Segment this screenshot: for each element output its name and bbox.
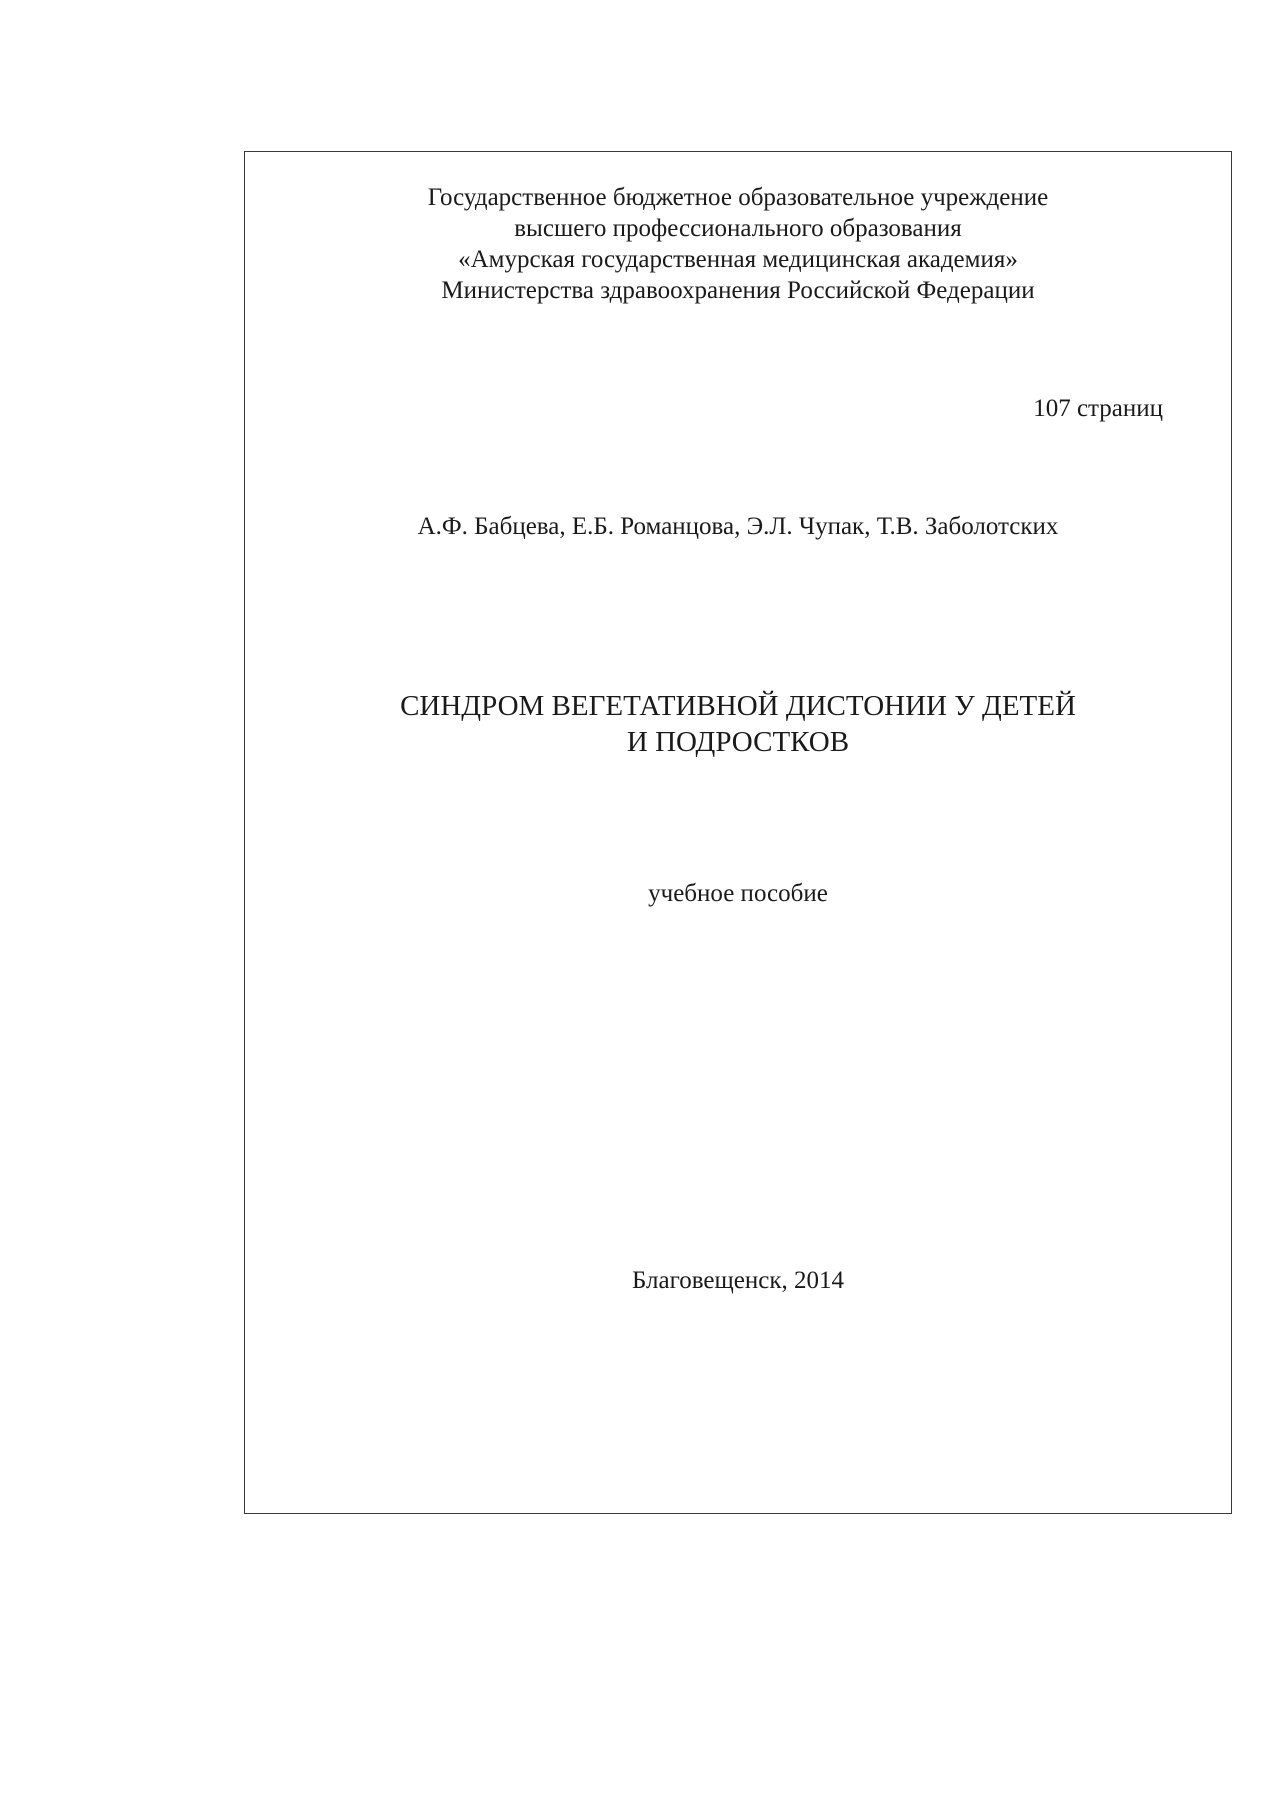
title-line: СИНДРОМ ВЕГЕТАТИВНОЙ ДИСТОНИИ У ДЕТЕЙ <box>400 690 1076 722</box>
institution-header <box>244 182 1232 306</box>
document-title <box>244 688 1232 760</box>
institution-line: высшего профессионального образования <box>514 215 962 242</box>
institution-line: «Амурская государственная медицинская академия» <box>458 246 1018 273</box>
title-page-frame <box>244 151 1232 1514</box>
document-type: учебное пособие <box>648 880 828 907</box>
authors: А.Ф. Бабцева, Е.Б. Романцова, Э.Л. Чупак, Т.В. Заболотских <box>417 513 1059 540</box>
place-and-year: Благовещенск, 2014 <box>632 1267 844 1294</box>
institution-line: Министерства здравоохранения Российской Федерации <box>441 277 1035 304</box>
institution-line: Государственное бюджетное образовательное учреждение <box>427 184 1049 211</box>
title-line: И ПОДРОСТКОВ <box>626 726 850 758</box>
page-count: 107 страниц <box>1033 395 1163 422</box>
